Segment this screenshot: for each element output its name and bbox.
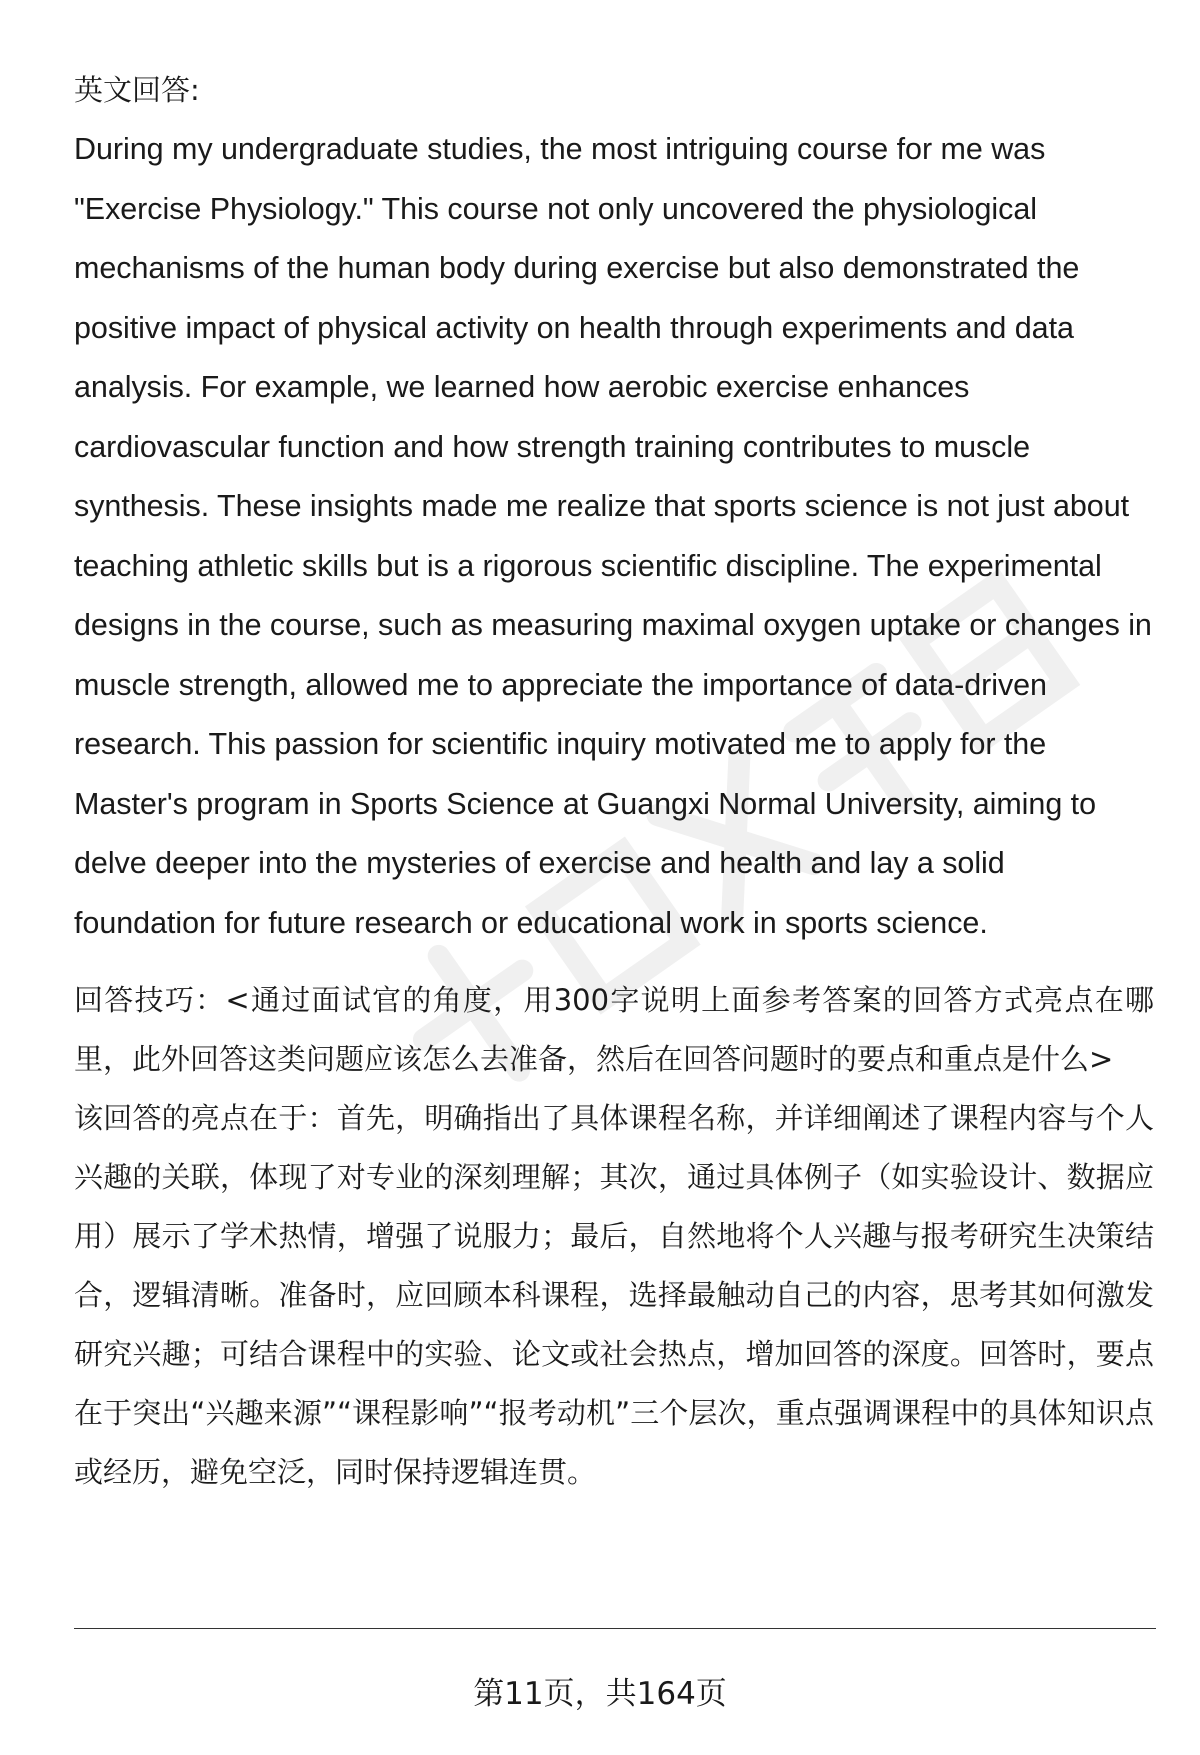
answer-tips-section <box>74 971 1154 1502</box>
answer-tips-body: 该回答的亮点在于：首先，明确指出了具体课程名称，并详细阐述了课程内容与个人兴趣的关联，体现了对专业的深刻理解；其次，通过具体例子（如实验设计、数据应用）展示了学术热情，增强了说服力；最后，自然地将个人兴趣与报考研究生决策结合，逻辑清晰。准备时，应回顾本科课程，选择最触动自己的内容，思考其如何激发研究兴趣；可结合课程中的实验、论文或社会热点，增加回答的深度。回答时，要点在于突出“兴趣来源”“课程影响”“报考动机”三个层次，重点强调课程中的具体知识点或经历，避免空泛，同时保持逻辑连贯。 <box>74 1101 1154 1489</box>
answer-tips-prompt: 回答技巧：<通过面试官的角度，用300字说明上面参考答案的回答方式亮点在哪里，此外回答这类问题应该怎么去准备，然后在回答问题时的要点和重点是什么> <box>74 983 1154 1076</box>
english-answer-text: During my undergraduate studies, the most intriguing course for me was "Exercise Physiology." This course not only uncovered the physiological mechanisms of the human body during exercise but also demonstrated the positive impact of physical activity on health through experiments and data analysis. For example, we learned how aerobic exercise enhances cardiovascular function and how strength training contributes to muscle synthesis. These insights made me realize that sports science is not just about teaching athletic skills but is a rigorous scientific discipline. The experimental designs in the course, such as measuring maximal oxygen uptake or changes in muscle strength, allowed me to appreciate the importance of data-driven research. This passion for scientific inquiry motivated me to apply for the Master's program in Sports Science at Guangxi Normal University, aiming to delve deeper into the mysteries of exercise and health and lay a solid foundation for future research or educational work in sports science. <box>74 132 1152 940</box>
footer-divider <box>74 1628 1156 1629</box>
main-content <box>74 62 1154 1502</box>
page-number: 第11页，共164页 <box>473 1676 727 1712</box>
english-answer-label: 英文回答: <box>74 73 200 107</box>
